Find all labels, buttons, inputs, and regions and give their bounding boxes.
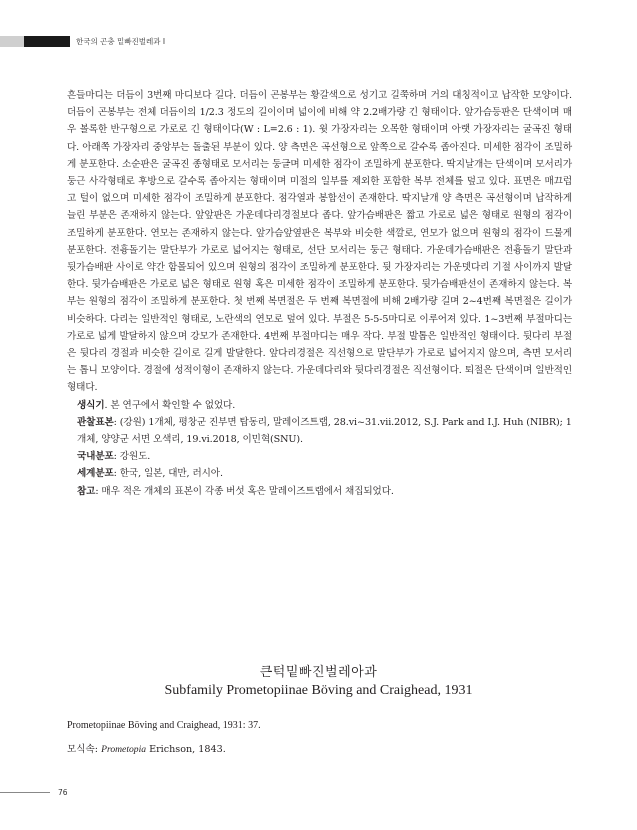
type-genus-label: 모식속: [67,744,102,755]
section-title-korean: 큰턱밑빠진벌레아과 [259,665,378,680]
field-specimens [67,414,572,448]
field-korea-distribution [67,448,572,465]
section-title-english: Subfamily Prometopiinae Böving and Craighead, 1931 [164,683,473,698]
species-description [67,87,572,500]
field-genitalia [67,397,572,414]
field-value: . 본 연구에서 확인할 수 없었다. [104,399,236,411]
type-genus-name: Prometopia [101,744,147,755]
field-value: : 한국, 일본, 대만, 러시아. [113,468,223,480]
type-genus-line [67,741,226,755]
field-value: : (강원) 1개체, 평창군 진부면 탑동리, 말레이즈트랩, 28.vi~31.vii.2012, S.J. Park and I.J. Huh (NIBR); 1개체, 양양군 서면 오색리, 19.vi.2018, 이민혁(SNU). [77,416,572,446]
field-label: 관찰표본 [77,416,114,428]
field-label: 국내분포 [77,451,114,463]
field-label: 세계분포 [77,468,114,480]
field-remarks [67,483,572,500]
running-title: 한국의 곤충 밑빠진벌레과 I [76,37,166,46]
field-label: 생식기 [77,399,105,411]
type-genus-author: Erichson, 1843. [146,744,226,755]
reference-citation: Prometopiinae Böving and Craighead, 1931: 37. [67,720,261,731]
description-paragraph: 흔들마디는 더듬이 3번째 마디보다 길다. 더듬이 곤봉부는 황갈색으로 성기고 길쭉하며 거의 대칭적이고 납작한 모양이다. 더듬이 곤봉부는 전체 더듬이의 1/2.3 정도의 길이이며 넓이에 비해 약 2.2배가량 긴 형태이다. 앞가슴등판은 단색이며 매우 볼록한 반구형으로 가로로 긴 형태이다(W : L=2.6 : 1). 윗 가장자리는 오목한 형태이며 아랫 가장자리는 굴곡진 형태다. 아래쪽 가장자리 중앙부는 돌출된 부분이 있다. 양 측면은 곡선형으로 앞쪽으로 갈수록 좁아진다. 미세한 점각이 조밀하게 분포한다. 소순판은 굴곡진 종형태로 모서리는 둥글며 미세한 점각이 조밀하게 분포한다. 딱지날개는 단색이며 모서리가 둥근 사각형태로 후방으로 갈수록 좁아지는 형태이며 미절의 일부를 제외한 포함한 복부 전체를 덮고 있다. 표면은 매끄럽고 털이 없으며 미세한 점각이 조밀하게 분포한다. 점각열과 봉합선이 존재한다. 딱지날개 양 측면은 곡선형이며 납작하게 늘린 부분은 존재하지 않는다. 앞앞판은 가운데다리경절보다 좁다. 앞가슴배판은 짧고 가로로 넓은 형태로 원형의 점각이 조밀하게 분포한다. 연모는 존재하지 않는다. 앞가슴앞옆판은 복부와 비슷한 색깔로, 연모가 없으며 원형의 점각이 드물게 분포한다. 전흉돌기는 말단부가 가로로 넓어지는 형태로, 선단 모서리는 둥근 형태다. 가운데가슴배판은 전흉돌기 말단과 뒷가슴배판 사이로 약간 함몰되어 있으며 원형의 점각이 조밀하게 분포한다. 뒷 가장자리는 가운뎃다리 기절 사이까지 발달한다. 뒷가슴배판은 가로로 넓은 형태로 원형 혹은 미세한 점각이 조밀하게 분포한다. 뒷가슴배판선이 존재하지 않는다. 복부는 원형의 점각이 조밀하게 분포한다. 첫 번째 복면절은 두 번째 복면절에 비해 2배가량 길며 2~4번째 복면절은 길이가 비슷하다. 다리는 일반적인 형태로, 노란색의 연모로 덮여 있다. 부절은 5-5-5마디로 이루어져 있다. 1~3번째 부절마디는 가로로 넓게 발달하지 않으며 강모가 존재한다. 4번째 부절마디는 매우 작다. 부절 발톱은 일반적인 형태이다. 뒷다리 부절은 뒷다리 경절과 비슷한 길이로 길게 발달한다. 앞다리경절은 직선형으로 말단부가 가로로 넓어지지 않으며, 측면 모서리는 톱니 모양이다. 경절에 성적이형이 존재하지 않는다. 가운데다리와 뒷다리경절은 직선형이다. 퇴절은 단색이며 일반적인 형태다. [67,90,572,394]
field-value: : 매우 적은 개체의 표본이 각종 버섯 혹은 말레이즈트랩에서 채집되었다. [95,485,394,497]
field-label: 참고 [77,485,96,497]
field-world-distribution [67,465,572,482]
field-value: : 강원도. [113,451,151,463]
page-number: 76 [58,788,68,797]
header-accent-bar-dark [24,36,70,47]
footer-rule [0,792,50,793]
